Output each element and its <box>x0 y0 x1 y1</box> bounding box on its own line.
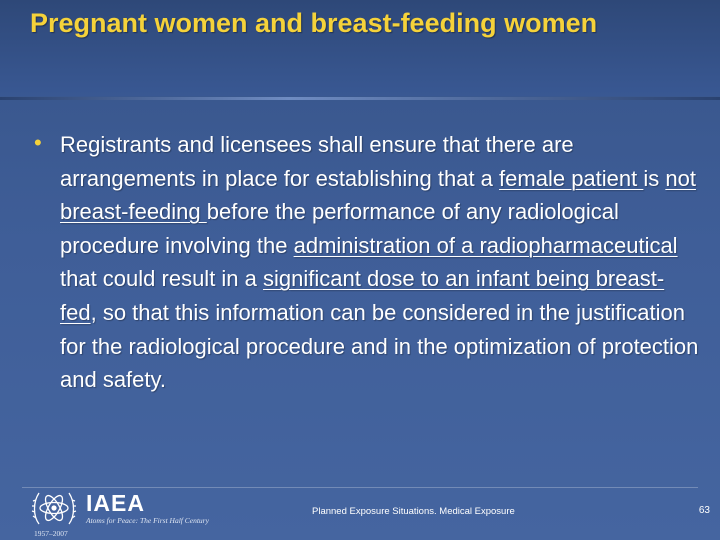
iaea-tagline: Atoms for Peace: The First Half Century <box>86 516 209 525</box>
bullet-dot-icon: • <box>34 130 42 155</box>
slide-title: Pregnant women and breast-feeding women <box>30 8 598 38</box>
page-number: 63 <box>698 505 710 516</box>
underlined-phrase-female-patient: female patient <box>499 165 644 191</box>
iaea-logo-text: IAEA <box>86 490 145 516</box>
underlined-phrase-significant-dose: significant dose to an infant being breast-fed <box>60 266 665 325</box>
bullet-text-part: before the performance of any radiological procedure involving the <box>60 199 619 258</box>
bullet-text-part: is <box>643 165 666 191</box>
bullet-text <box>60 128 700 397</box>
footer-divider <box>22 487 698 488</box>
title-divider <box>0 97 720 100</box>
bullet-text-part: Registrants and licensees shall ensure that there are arrangements in place for establishing that a <box>60 132 574 191</box>
underlined-phrase-not-breast-feeding: not breast-feeding <box>60 165 696 225</box>
underlined-phrase-administration: administration of a radiopharmaceutical <box>293 232 678 258</box>
footer-caption: Planned Exposure Situations. Medical Exposure <box>312 506 515 517</box>
bullet-text-part: , so that this information can be considered in the justification for the radiological procedure and in the optimization of protection and safety. <box>60 299 699 393</box>
iaea-years: 1957–2007 <box>34 529 68 538</box>
iaea-logo-icon <box>30 484 78 534</box>
bullet-text-part: that could result in a <box>60 266 264 292</box>
